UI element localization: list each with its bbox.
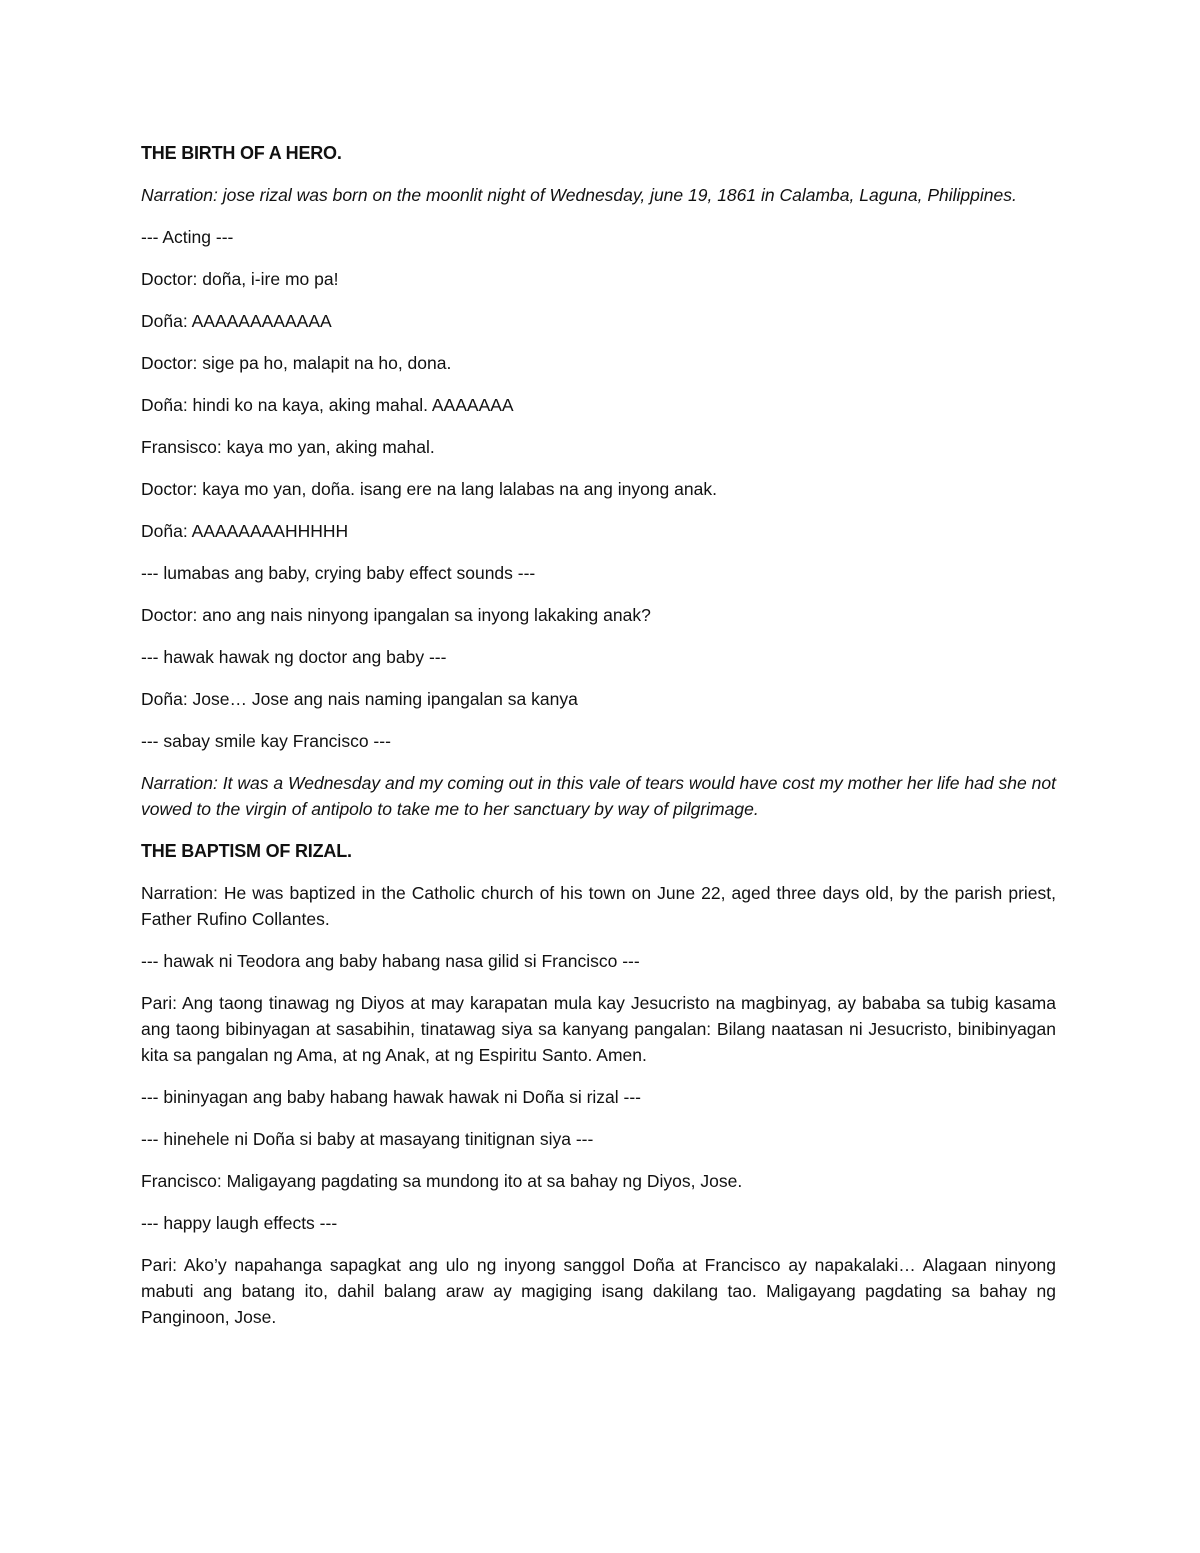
script-line: --- Acting --- (141, 227, 234, 247)
script-line: Pari: Ako’y napahanga sapagkat ang ulo ng inyong sanggol Doña at Francisco ay napakalaki… Alagaan ninyong mabuti ang batang ito, dahil balang araw ay magiging isang dakilang tao. Maligayang pagdating sa bahay ng Panginoon, Jose. (141, 1255, 1056, 1327)
script-line: Doña: Jose… Jose ang nais naming ipangalan sa kanya (141, 689, 578, 709)
stage-direction: --- hinehele ni Doña si baby at masayang tinitignan siya --- (141, 1129, 594, 1149)
stage-direction: --- hawak ni Teodora ang baby habang nasa gilid si Francisco --- (141, 951, 640, 971)
stage-direction: --- happy laugh effects --- (141, 1213, 338, 1233)
document-page (141, 140, 1056, 1346)
script-line: Doctor: kaya mo yan, doña. isang ere na lang lalabas na ang inyong anak. (141, 479, 717, 499)
stage-direction: --- sabay smile kay Francisco --- (141, 731, 391, 751)
script-line: Pari: Ang taong tinawag ng Diyos at may karapatan mula kay Jesucristo na magbinyag, ay bababa sa tubig kasama ang taong bibinyagan at sasabihin, tinatawag siya sa kanyang pangalan: Bilang naatasan ni Jesucristo, binibinyagan kita sa pangalan ng Ama, at ng Anak, at ng Espiritu Santo. Amen. (141, 993, 1056, 1065)
script-line: Doctor: sige pa ho, malapit na ho, dona. (141, 353, 452, 373)
script-line: Francisco: Maligayang pagdating sa mundong ito at sa bahay ng Diyos, Jose. (141, 1171, 743, 1191)
stage-direction: --- lumabas ang baby, crying baby effect sounds --- (141, 563, 536, 583)
stage-direction: --- bininyagan ang baby habang hawak hawak ni Doña si rizal --- (141, 1087, 641, 1107)
script-line: Doctor: ano ang nais ninyong ipangalan sa inyong lakaking anak? (141, 605, 651, 625)
narration-baptism: Narration: He was baptized in the Catholic church of his town on June 22, aged three days old, by the parish priest, Father Rufino Collantes. (141, 883, 1056, 929)
narration-intro: Narration: jose rizal was born on the moonlit night of Wednesday, june 19, 1861 in Calamba, Laguna, Philippines. (141, 185, 1017, 205)
script-line: Fransisco: kaya mo yan, aking mahal. (141, 437, 435, 457)
narration-outro: Narration: It was a Wednesday and my coming out in this vale of tears would have cost my mother her life had she not vowed to the virgin of antipolo to take me to her sanctuary by way of pilgrimage. (141, 773, 1056, 819)
script-line: Doña: AAAAAAAAHHHHH (141, 521, 349, 541)
script-line: Doctor: doña, i-ire mo pa! (141, 269, 339, 289)
section-heading-birth: THE BIRTH OF A HERO. (141, 143, 342, 163)
stage-direction: --- hawak hawak ng doctor ang baby --- (141, 647, 447, 667)
section-heading-baptism: THE BAPTISM OF RIZAL. (141, 841, 352, 861)
script-line: Doña: AAAAAAAAAAAA (141, 311, 332, 331)
script-line: Doña: hindi ko na kaya, aking mahal. AAAAAAA (141, 395, 514, 415)
